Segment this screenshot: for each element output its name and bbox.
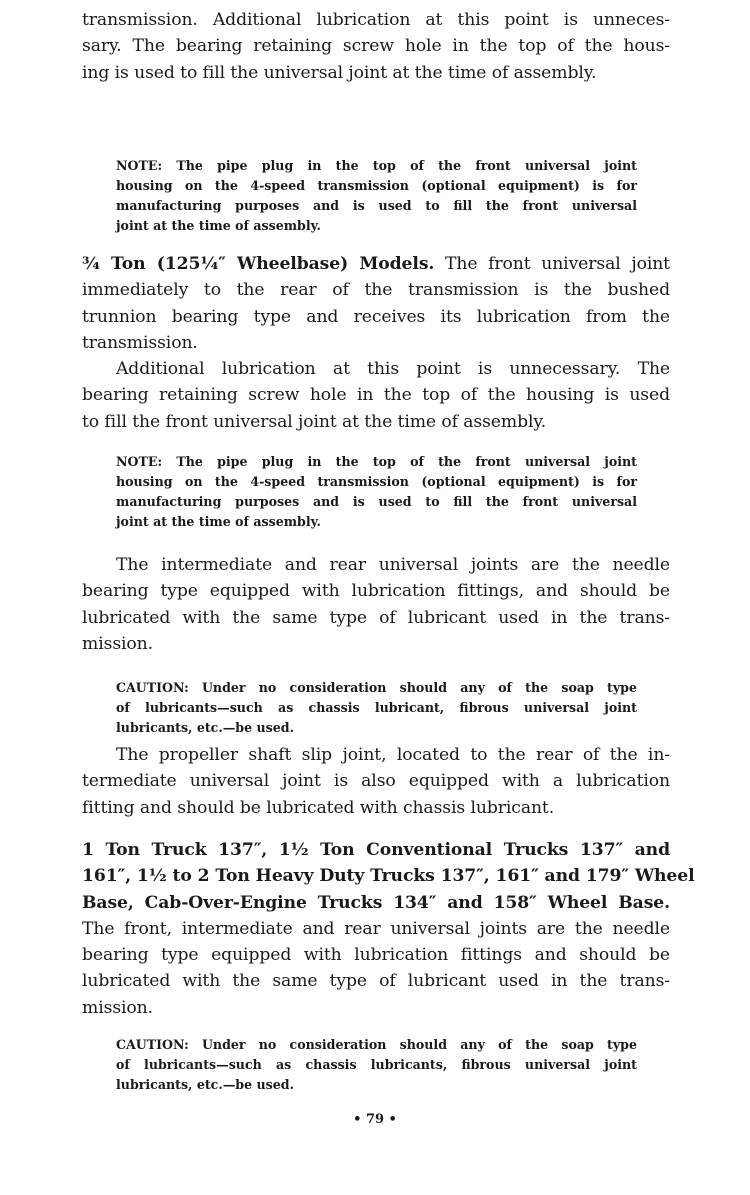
text-line [82, 356, 670, 382]
text-line [116, 1055, 637, 1075]
text-line [116, 196, 637, 216]
note-paragraph [116, 452, 637, 532]
text-line [82, 942, 670, 968]
text-line [82, 890, 670, 916]
text-line [82, 863, 695, 889]
text-line [116, 452, 637, 472]
text-line [82, 330, 670, 356]
line-text: lubricated with the same type of lubricant used in the trans- [82, 971, 670, 992]
text-line [82, 995, 670, 1021]
line-text: sary. The bearing retaining screw hole in the top of the hous- [82, 36, 670, 57]
body-paragraph [82, 837, 695, 1021]
bold-heading-text: Base, Cab-Over-Engine Trucks 134″ and 158″ Wheel Base. [82, 892, 670, 913]
text-line [82, 409, 670, 435]
line-text: bearing type equipped with lubrication fittings and should be [82, 945, 670, 966]
text-line [82, 742, 670, 768]
line-text: manufacturing purposes and is used to fill the front universal [116, 494, 637, 509]
line-text: transmission. Additional lubrication at this point is unneces- [82, 10, 670, 30]
bold-heading-text: 161″, 1½ to 2 Ton Heavy Duty Trucks 137″, 161″ and 179″ Wheel [82, 866, 695, 887]
line-text: CAUTION: Under no consideration should any of the soap type [116, 680, 637, 695]
text-line [82, 382, 670, 408]
text-line [82, 968, 670, 994]
text-line [82, 916, 670, 942]
body-paragraph [82, 7, 670, 86]
line-text: lubricated with the same type of lubricant used in the trans- [82, 607, 670, 628]
bold-heading-text: 1 Ton Truck 137″, 1½ Ton Conventional Trucks 137″ and [82, 840, 670, 860]
line-text: Additional lubrication at this point is unnecessary. The [116, 359, 670, 380]
text-line [116, 176, 637, 196]
body-paragraph [82, 552, 670, 657]
line-text: NOTE: The pipe plug in the top of the front universal joint [116, 454, 637, 469]
note-paragraph [116, 156, 637, 236]
text-line [116, 678, 637, 698]
line-text: The front universal joint [434, 254, 670, 274]
note-paragraph [116, 678, 637, 738]
text-line [116, 512, 637, 532]
line-text: housing on the 4-speed transmission (optional equipment) is for [116, 474, 637, 489]
text-line [82, 251, 670, 277]
line-text: mission. [82, 633, 154, 654]
line-text: NOTE: The pipe plug in the top of the front universal joint [116, 158, 637, 173]
line-text: CAUTION: Under no consideration should any of the soap type [116, 1037, 637, 1052]
text-line [116, 472, 637, 492]
text-line [116, 718, 637, 738]
line-text: bearing retaining screw hole in the top of the housing is used [82, 385, 670, 406]
text-line [116, 698, 637, 718]
line-text: lubricants, etc.—be used. [116, 720, 294, 735]
line-text: of lubricants—such as chassis lubricants, fibrous universal joint [116, 1057, 637, 1072]
line-text: fitting and should be lubricated with chassis lubricant. [82, 797, 555, 818]
line-text: The propeller shaft slip joint, located to the rear of the in- [116, 745, 670, 765]
text-line [116, 1035, 637, 1055]
line-text: joint at the time of assembly. [116, 218, 321, 233]
body-paragraph [82, 251, 670, 435]
text-line [82, 33, 670, 59]
line-text: transmission. [82, 332, 198, 353]
line-text: to fill the front universal joint at the time of assembly. [82, 411, 547, 432]
line-text: mission. [82, 997, 154, 1018]
text-line [82, 768, 670, 794]
line-text: bearing type equipped with lubrication fittings, and should be [82, 581, 670, 602]
line-text: manufacturing purposes and is used to fill the front universal [116, 198, 637, 213]
line-text: The front, intermediate and rear universal joints are the needle [82, 918, 670, 939]
text-line [82, 7, 670, 33]
body-paragraph [82, 742, 670, 821]
line-text: of lubricants—such as chassis lubricant, fibrous universal joint [116, 700, 637, 715]
text-line [82, 552, 670, 578]
text-line [82, 605, 670, 631]
text-line [82, 795, 670, 821]
note-paragraph [116, 1035, 637, 1095]
text-line [82, 304, 670, 330]
text-line [116, 1075, 637, 1095]
line-text: joint at the time of assembly. [116, 514, 321, 529]
text-line [82, 631, 670, 657]
text-line [82, 277, 670, 303]
line-text: ing is used to fill the universal joint at the time of assembly. [82, 62, 597, 83]
text-line [82, 578, 670, 604]
text-line [82, 837, 670, 863]
text-line [82, 60, 670, 86]
text-line [116, 492, 637, 512]
line-text: immediately to the rear of the transmission is the bushed [82, 280, 670, 301]
line-text: lubricants, etc.—be used. [116, 1077, 294, 1092]
line-text: termediate universal joint is also equipped with a lubrication [82, 771, 670, 792]
page-number: • 79 • [353, 1112, 397, 1127]
line-text: housing on the 4-speed transmission (optional equipment) is for [116, 178, 637, 193]
bold-heading-text: ¾ Ton (125¼″ Wheelbase) Models. [82, 254, 435, 274]
text-line [116, 156, 637, 176]
line-text: The intermediate and rear universal joints are the needle [116, 555, 670, 575]
line-text: trunnion bearing type and receives its lubrication from the [82, 306, 670, 327]
text-line [116, 216, 637, 236]
